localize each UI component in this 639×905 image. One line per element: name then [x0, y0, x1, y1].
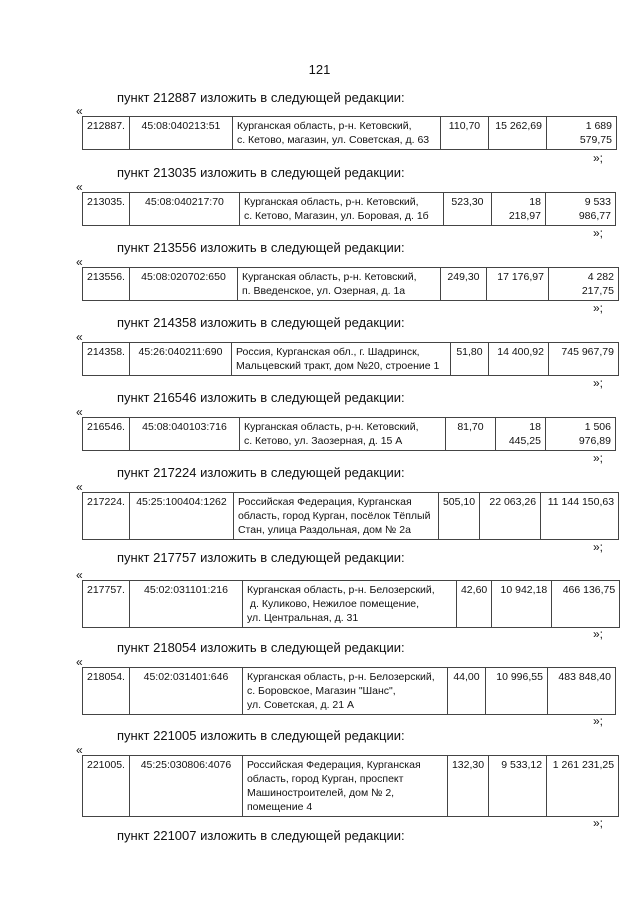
- cadastral-number-cell: 45:08:020702:650: [129, 268, 237, 301]
- value-per-unit-cell: 15 262,69: [488, 117, 546, 150]
- total-value-cell: 466 136,75: [552, 581, 620, 628]
- property-table: [82, 492, 619, 540]
- cadastral-number-cell: 45:08:040213:51: [129, 117, 232, 150]
- close-quote: »;: [593, 816, 604, 830]
- address-cell: [233, 493, 438, 540]
- area-cell: 51,80: [450, 343, 488, 376]
- total-value-cell: 4 282 217,75: [548, 268, 618, 301]
- table-row: [83, 493, 619, 540]
- property-table: [82, 667, 616, 715]
- value-per-unit-cell: 22 063,26: [480, 493, 541, 540]
- item-number-cell: 213556.: [83, 268, 130, 301]
- address-line: Курганская область, р-н. Кетовский,: [241, 271, 417, 283]
- section-heading: пункт 221007 изложить в следующей редакции:: [117, 828, 405, 843]
- item-number-cell: 218054.: [83, 668, 130, 715]
- close-quote: »;: [593, 451, 604, 465]
- value-per-unit-cell: 17 176,97: [486, 268, 548, 301]
- area-cell: 132,30: [447, 756, 488, 817]
- close-quote: »;: [593, 226, 604, 240]
- total-value-cell: 1 506 976,89: [545, 418, 615, 451]
- open-quote: «: [76, 480, 83, 494]
- open-quote: «: [76, 743, 83, 757]
- address-line: область, город Курган, посёлок Тёплый: [237, 510, 431, 522]
- address-line: Машиностроителей, дом № 2,: [246, 787, 395, 799]
- property-table: [82, 417, 616, 451]
- total-value-cell: 9 533 986,77: [545, 193, 615, 226]
- open-quote: «: [76, 330, 83, 344]
- property-table: [82, 755, 619, 817]
- total-value-cell: 1 261 231,25: [547, 756, 619, 817]
- item-number-cell: 217757.: [83, 581, 130, 628]
- address-cell: [239, 418, 445, 451]
- open-quote: «: [76, 655, 83, 669]
- address-line: Курганская область, р-н. Белозерский,: [246, 671, 435, 683]
- table-row: [83, 581, 620, 628]
- address-cell: [231, 343, 450, 376]
- total-value-cell: 745 967,79: [548, 343, 618, 376]
- table-row: [83, 418, 616, 451]
- address-line: ул. Советская, д. 21 А: [246, 699, 355, 711]
- total-value-cell: 11 144 150,63: [541, 493, 619, 540]
- close-quote: »;: [593, 301, 604, 315]
- address-cell: [242, 756, 447, 817]
- page-number: 121: [308, 62, 331, 77]
- open-quote: «: [76, 568, 83, 582]
- table-row: [83, 268, 619, 301]
- address-line: Курганская область, р-н. Белозерский,: [246, 584, 435, 596]
- item-number-cell: 216546.: [83, 418, 130, 451]
- property-table: [82, 580, 620, 628]
- address-line: область, город Курган, проспект: [246, 773, 404, 785]
- area-cell: 81,70: [445, 418, 495, 451]
- cadastral-number-cell: 45:26:040211:690: [129, 343, 231, 376]
- table-row: [83, 756, 619, 817]
- total-value-cell: 483 848,40: [547, 668, 615, 715]
- address-line: п. Введенское, ул. Озерная, д. 1а: [241, 285, 406, 297]
- address-line: Российская Федерация, Курганская: [237, 496, 412, 508]
- cadastral-number-cell: 45:02:031401:646: [129, 668, 242, 715]
- area-cell: 110,70: [440, 117, 488, 150]
- section-heading: пункт 221005 изложить в следующей редакции:: [117, 728, 405, 743]
- value-per-unit-cell: 10 996,55: [485, 668, 547, 715]
- open-quote: «: [76, 180, 83, 194]
- table-row: [83, 117, 617, 150]
- value-per-unit-cell: 10 942,18: [492, 581, 552, 628]
- table-row: [83, 193, 616, 226]
- value-per-unit-cell: 14 400,92: [488, 343, 548, 376]
- table-row: [83, 343, 619, 376]
- value-per-unit-cell: 9 533,12: [489, 756, 547, 817]
- section-heading: пункт 214358 изложить в следующей редакции:: [117, 315, 405, 330]
- section-heading: пункт 213035 изложить в следующей редакции:: [117, 165, 405, 180]
- address-line: Курганская область, р-н. Кетовский,: [243, 196, 419, 208]
- address-line: д. Куликово, Нежилое помещение,: [246, 598, 420, 610]
- address-line: с. Кетово, ул. Заозерная, д. 15 А: [243, 435, 403, 447]
- property-table: [82, 116, 617, 150]
- address-line: с. Кетово, Магазин, ул. Боровая, д. 1б: [243, 210, 429, 222]
- section-heading: пункт 217224 изложить в следующей редакции:: [117, 465, 405, 480]
- cadastral-number-cell: 45:08:040103:716: [129, 418, 239, 451]
- close-quote: »;: [593, 151, 604, 165]
- open-quote: «: [76, 405, 83, 419]
- item-number-cell: 212887.: [83, 117, 130, 150]
- area-cell: 505,10: [438, 493, 479, 540]
- section-heading: пункт 217757 изложить в следующей редакции:: [117, 550, 405, 565]
- address-line: Российская Федерация, Курганская: [246, 759, 421, 771]
- value-per-unit-cell: 18 445,25: [495, 418, 545, 451]
- area-cell: 249,30: [440, 268, 486, 301]
- cadastral-number-cell: 45:25:030806:4076: [129, 756, 242, 817]
- address-cell: [242, 581, 456, 628]
- item-number-cell: 221005.: [83, 756, 130, 817]
- item-number-cell: 214358.: [83, 343, 130, 376]
- close-quote: »;: [593, 376, 604, 390]
- close-quote: »;: [593, 627, 604, 641]
- cadastral-number-cell: 45:02:031101:216: [129, 581, 242, 628]
- close-quote: »;: [593, 714, 604, 728]
- area-cell: 42,60: [456, 581, 491, 628]
- address-cell: [237, 268, 440, 301]
- address-line: Мальцевский тракт, дом №20, строение 1: [235, 360, 440, 372]
- property-table: [82, 342, 619, 376]
- value-per-unit-cell: 18 218,97: [491, 193, 545, 226]
- section-heading: пункт 216546 изложить в следующей редакции:: [117, 390, 405, 405]
- section-heading: пункт 218054 изложить в следующей редакции:: [117, 640, 405, 655]
- close-quote: »;: [593, 540, 604, 554]
- address-cell: [239, 193, 443, 226]
- section-heading: пункт 213556 изложить в следующей редакции:: [117, 240, 405, 255]
- address-line: Курганская область, р-н. Кетовский,: [243, 421, 419, 433]
- address-line: помещение 4: [246, 801, 313, 813]
- property-table: [82, 192, 616, 226]
- address-line: Курганская область, р-н. Кетовский,: [236, 120, 412, 132]
- area-cell: 44,00: [447, 668, 485, 715]
- address-line: с. Боровское, Магазин "Шанс",: [246, 685, 396, 697]
- cadastral-number-cell: 45:25:100404:1262: [129, 493, 233, 540]
- total-value-cell: 1 689 579,75: [546, 117, 616, 150]
- open-quote: «: [76, 255, 83, 269]
- item-number-cell: 217224.: [83, 493, 130, 540]
- property-table: [82, 267, 619, 301]
- address-cell: [232, 117, 440, 150]
- address-line: Россия, Курганская обл., г. Шадринск,: [235, 346, 420, 358]
- address-line: ул. Центральная, д. 31: [246, 612, 359, 624]
- open-quote: «: [76, 104, 83, 118]
- item-number-cell: 213035.: [83, 193, 130, 226]
- address-line: Стан, улица Раздольная, дом № 2а: [237, 524, 411, 536]
- section-heading: пункт 212887 изложить в следующей редакции:: [117, 90, 405, 105]
- cadastral-number-cell: 45:08:040217:70: [129, 193, 239, 226]
- table-row: [83, 668, 616, 715]
- address-line: с. Кетово, магазин, ул. Советская, д. 63: [236, 134, 430, 146]
- address-cell: [242, 668, 447, 715]
- area-cell: 523,30: [443, 193, 491, 226]
